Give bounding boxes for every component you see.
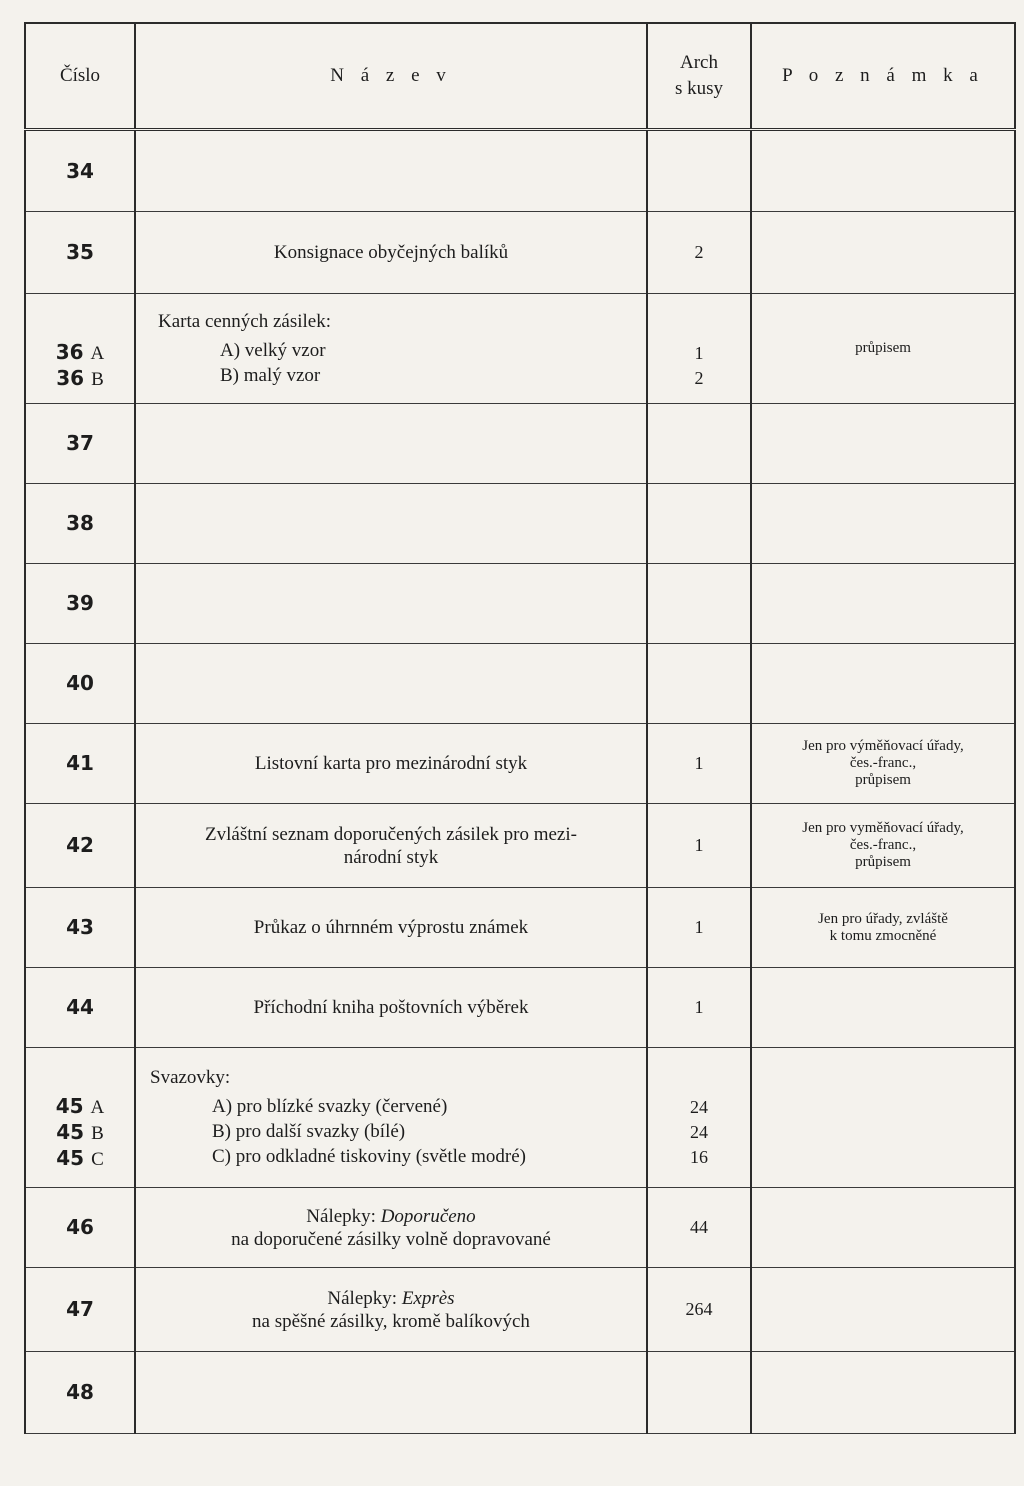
row-label-italic: Exprès [401, 1287, 455, 1309]
row-note [751, 1268, 1015, 1352]
row-number: 35 [25, 212, 135, 294]
row-number: 39 [25, 564, 135, 644]
table-row [25, 644, 1015, 724]
row-number: 34 [25, 130, 135, 212]
row-note-line-1: Jen pro úřady, zvláště [818, 910, 948, 927]
row-number-a: 36 [55, 339, 84, 364]
table-row [25, 564, 1015, 644]
row-note [751, 1188, 1015, 1268]
row-name [135, 1188, 647, 1268]
row-number [25, 1048, 135, 1188]
row-intro: Svazovky: [150, 1067, 231, 1088]
row-note [751, 1352, 1015, 1434]
row-qty-b: 24 [690, 1122, 708, 1142]
row-qty: 264 [647, 1268, 751, 1352]
row-sub-b: B [91, 368, 104, 390]
table-header-row [25, 23, 1015, 130]
row-note-line-2: k tomu zmocněné [829, 927, 937, 944]
row-note [751, 564, 1015, 644]
row-name-line-2: na doporučené zásilky volně dopravované [231, 1228, 551, 1250]
row-name [135, 484, 647, 564]
row-name-line-2: národní styk [343, 846, 439, 868]
row-number: 47 [25, 1268, 135, 1352]
row-qty-a: 1 [694, 342, 704, 363]
table-row [25, 294, 1015, 404]
row-qty-b: 2 [694, 367, 704, 388]
column-header-name: N á z e v [135, 23, 647, 130]
row-name [135, 804, 647, 888]
row-note [751, 644, 1015, 724]
row-qty-c: 16 [690, 1147, 708, 1167]
row-item-a: A) velký vzor [220, 339, 326, 361]
row-number-c: 45 [56, 1145, 85, 1170]
row-name-line-2: na spěšné zásilky, kromě balíkových [252, 1310, 530, 1332]
row-name [135, 130, 647, 212]
row-qty [647, 1352, 751, 1434]
row-qty [647, 564, 751, 644]
row-name [135, 294, 647, 404]
row-qty [647, 644, 751, 724]
arch-header-line-2: s kusy [674, 78, 724, 99]
table-row [25, 130, 1015, 212]
row-name-line-1: Zvláštní seznam doporučených zásilek pro mezi- [205, 823, 577, 845]
row-number-b: 36 [56, 365, 85, 390]
row-number: 37 [25, 404, 135, 484]
row-note [751, 724, 1015, 804]
row-name [135, 1352, 647, 1434]
row-sub-b: B [91, 1122, 104, 1144]
row-note [751, 804, 1015, 888]
row-qty: 1 [647, 724, 751, 804]
row-name [135, 564, 647, 644]
row-label: Nálepky: [327, 1287, 402, 1309]
row-item-c: C) pro odkladné tiskoviny (světle modré) [212, 1146, 526, 1167]
row-qty: 1 [647, 968, 751, 1048]
table-row [25, 212, 1015, 294]
row-note-line-1: Jen pro výměňovací úřady, [802, 738, 964, 754]
row-note: průpisem [751, 294, 1015, 404]
row-qty [647, 294, 751, 404]
row-name: Příchodní kniha poštovních výběrek [135, 968, 647, 1048]
row-number-a: 45 [55, 1093, 84, 1118]
row-note-line-1: Jen pro vyměňovací úřady, [802, 820, 964, 836]
column-header-arch [647, 23, 751, 130]
row-sub-c: C [91, 1148, 104, 1170]
row-number: 41 [25, 724, 135, 804]
row-qty: 2 [647, 212, 751, 294]
row-qty [647, 130, 751, 212]
row-number-b: 45 [56, 1119, 85, 1144]
row-note [751, 968, 1015, 1048]
row-sub-a: A [90, 1096, 105, 1118]
row-name: Průkaz o úhrnném výprostu známek [135, 888, 647, 968]
row-qty-a: 24 [690, 1097, 708, 1117]
row-number: 43 [25, 888, 135, 968]
row-item-b: B) pro další svazky (bílé) [212, 1121, 406, 1142]
table-row [25, 404, 1015, 484]
row-qty: 44 [647, 1188, 751, 1268]
row-note [751, 130, 1015, 212]
row-number: 44 [25, 968, 135, 1048]
row-name: Konsignace obyčejných balíků [135, 212, 647, 294]
row-label-italic: Doporučeno [380, 1205, 476, 1227]
row-label: Nálepky: [306, 1205, 381, 1227]
table-row [25, 1048, 1015, 1188]
row-qty [647, 484, 751, 564]
row-number: 46 [25, 1188, 135, 1268]
row-number: 48 [25, 1352, 135, 1434]
row-note-line-3: průpisem [855, 854, 911, 870]
row-note [751, 484, 1015, 564]
row-item-b: B) malý vzor [220, 364, 321, 386]
table-row [25, 484, 1015, 564]
table-row [25, 1268, 1015, 1352]
row-note [751, 1048, 1015, 1188]
row-note-line-2: čes.-franc., [849, 837, 917, 853]
row-name [135, 1048, 647, 1188]
table-row [25, 888, 1015, 968]
table-row [25, 724, 1015, 804]
row-intro: Karta cenných zásilek: [158, 310, 332, 332]
row-sub-a: A [90, 342, 105, 364]
row-name: Listovní karta pro mezinárodní styk [135, 724, 647, 804]
row-name [135, 644, 647, 724]
row-name [135, 1268, 647, 1352]
row-number: 40 [25, 644, 135, 724]
row-number: 42 [25, 804, 135, 888]
row-name [135, 404, 647, 484]
row-note [751, 888, 1015, 968]
row-note-line-2: čes.-franc., [849, 755, 917, 771]
row-qty: 1 [647, 804, 751, 888]
column-header-note: P o z n á m k a [751, 23, 1015, 130]
table-row [25, 1188, 1015, 1268]
table-row [25, 968, 1015, 1048]
table-row [25, 1352, 1015, 1434]
row-note [751, 404, 1015, 484]
table-row [25, 804, 1015, 888]
row-note [751, 212, 1015, 294]
row-number [25, 294, 135, 404]
row-qty [647, 1048, 751, 1188]
row-qty: 1 [647, 888, 751, 968]
arch-header-line-1: Arch [680, 52, 718, 73]
forms-register-table [24, 22, 1016, 1434]
row-item-a: A) pro blízké svazky (červené) [212, 1096, 448, 1117]
row-number: 38 [25, 484, 135, 564]
row-note-line-3: průpisem [855, 772, 911, 788]
row-qty [647, 404, 751, 484]
column-header-number: Číslo [25, 23, 135, 130]
